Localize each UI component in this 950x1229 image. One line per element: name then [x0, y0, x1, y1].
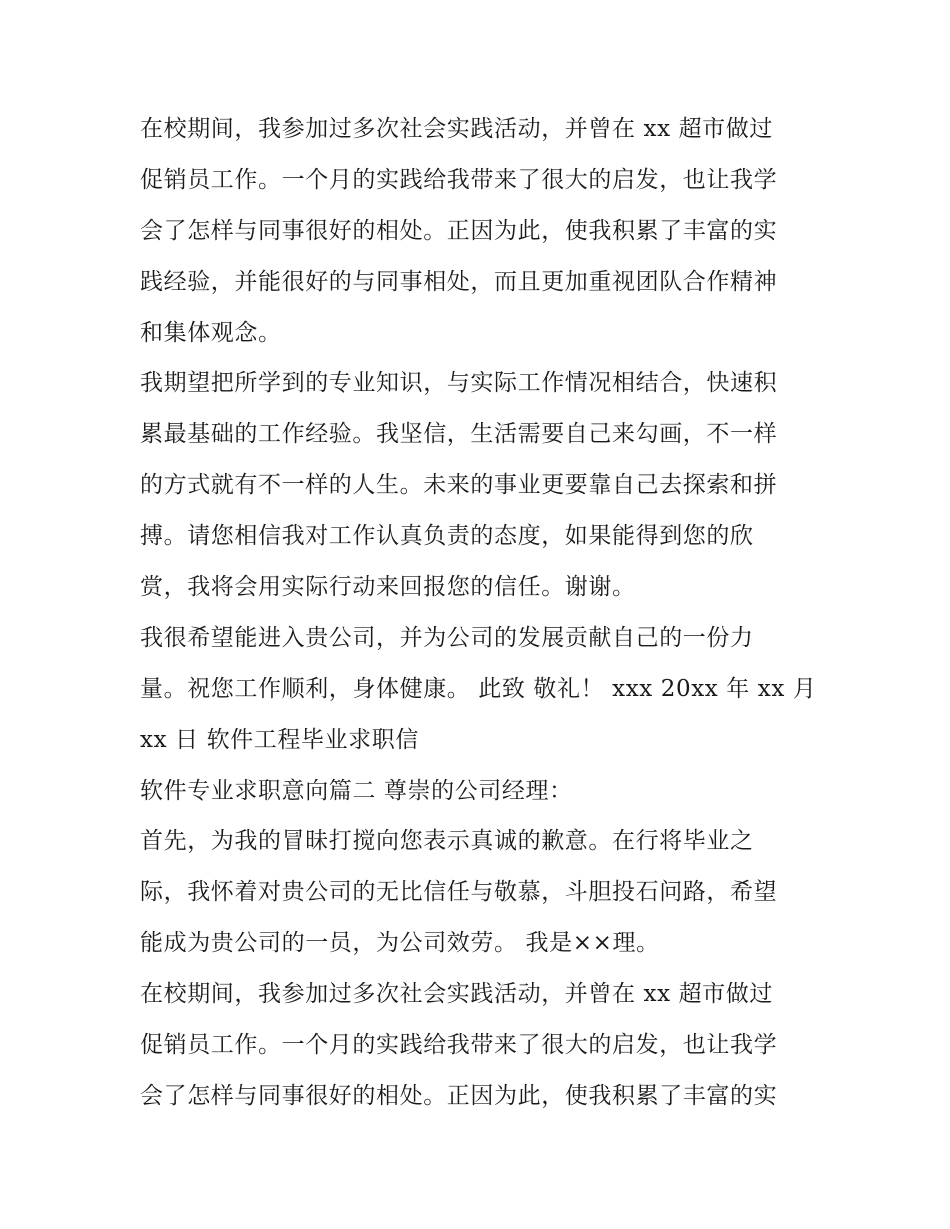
- paragraph-line: 量。祝您工作顺利，身体健康。 此致 敬礼！ xxx 20xx 年 xx 月: [140, 675, 817, 702]
- paragraph-line: 能成为贵公司的一员，为公司效劳。 我是××理。: [140, 930, 660, 957]
- paragraph-line: 促销员工作。一个月的实践给我带来了很大的启发，也让我学: [140, 166, 778, 193]
- section-heading-line: 软件专业求职意向篇二 尊崇的公司经理：: [140, 777, 573, 804]
- document-body: [140, 104, 820, 1122]
- paragraph-line: 在校期间，我参加过多次社会实践活动，并曾在 xx 超市做过: [140, 981, 773, 1008]
- paragraph-line: 的方式就有不一样的人生。未来的事业更要靠自己去探索和拼: [140, 472, 778, 499]
- paragraph-line: 际，我怀着对贵公司的无比信任与敬慕，斗胆投石问路，希望: [140, 879, 778, 906]
- paragraph-line: 践经验，并能很好的与同事相处，而且更加重视团队合作精神: [140, 268, 778, 295]
- paragraph-line: 会了怎样与同事很好的相处。正因为此，使我积累了丰富的实: [140, 1082, 778, 1109]
- paragraph-line: 我期望把所学到的专业知识，与实际工作情况相结合，快速积: [140, 370, 778, 397]
- paragraph-line: 赏，我将会用实际行动来回报您的信任。谢谢。: [140, 574, 636, 601]
- paragraph-line: 搏。请您相信我对工作认真负责的态度，如果能得到您的欣: [140, 523, 754, 550]
- paragraph-line: 促销员工作。一个月的实践给我带来了很大的启发，也让我学: [140, 1032, 778, 1059]
- paragraph-line: 首先，为我的冒昧打搅向您表示真诚的歉意。在行将毕业之: [140, 828, 754, 855]
- paragraph-line: xx 日 软件工程毕业求职信: [140, 726, 419, 753]
- paragraph-line: 累最基础的工作经验。我坚信，生活需要自己来勾画，不一样: [140, 421, 778, 448]
- paragraph-line: 我很希望能进入贵公司，并为公司的发展贡献自己的一份力: [140, 624, 754, 651]
- paragraph-line: 在校期间，我参加过多次社会实践活动，并曾在 xx 超市做过: [140, 116, 773, 142]
- paragraph-line: 会了怎样与同事很好的相处。正因为此，使我积累了丰富的实: [140, 217, 778, 244]
- paragraph-line: 和集体观念。: [140, 319, 282, 346]
